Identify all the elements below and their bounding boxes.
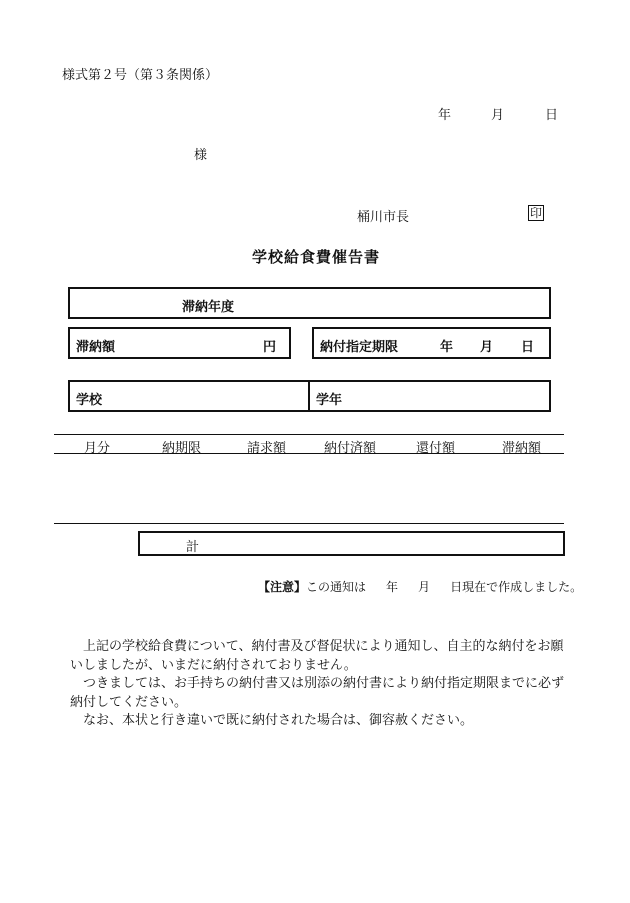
note-suffix: 日現在で作成しました。	[450, 580, 583, 594]
deadline-year: 年	[440, 340, 454, 355]
amount-unit: 円	[263, 340, 277, 355]
note	[258, 578, 582, 595]
body-paragraph-2: つきましては、お手持ちの納付書又は別添の納付書により納付指定期限までに必ず納付してください。	[70, 676, 565, 710]
date-month-label: 月	[491, 108, 505, 123]
school-label: 学校	[76, 393, 103, 408]
deadline-day: 日	[521, 340, 535, 355]
date-year-label: 年	[438, 108, 452, 123]
total-box	[138, 531, 565, 556]
col-arrears: 滞納額	[502, 441, 542, 456]
col-refund: 還付額	[416, 441, 456, 456]
fiscal-year-label: 滞納年度	[182, 300, 235, 315]
date-day-label: 日	[545, 108, 559, 123]
issuer-name: 桶川市長	[357, 210, 410, 225]
table-bottom-rule	[54, 523, 564, 524]
body-text	[70, 638, 570, 731]
body-paragraph-3: なお、本状と行き違いで既に納付された場合は、御容赦ください。	[70, 713, 474, 728]
form-number: 様式第２号（第３条関係）	[62, 68, 219, 83]
fiscal-year-box	[68, 287, 551, 319]
amount-box	[68, 327, 291, 359]
body-paragraph-1: 上記の学校給食費について、納付書及び督促状により通知し、自主的な納付をお願いしましたが、いまだに納付されておりません。	[70, 639, 564, 673]
school-grade-divider	[308, 382, 310, 410]
seal-mark: 印	[530, 206, 543, 220]
col-month: 月分	[84, 441, 111, 456]
col-billed: 請求額	[247, 441, 287, 456]
table-header-rule	[54, 453, 564, 454]
deadline-box	[312, 327, 551, 359]
total-label: 計	[186, 540, 200, 555]
col-due-date: 納期限	[162, 441, 202, 456]
deadline-month: 月	[480, 340, 494, 355]
grade-label: 学年	[316, 393, 343, 408]
note-year: 年	[386, 580, 399, 594]
school-grade-box	[68, 380, 551, 412]
note-label: 【注意】	[258, 580, 307, 594]
col-paid: 納付済額	[324, 441, 377, 456]
note-text: この通知は	[306, 580, 367, 594]
note-month: 月	[418, 580, 431, 594]
deadline-label: 納付指定期限	[320, 340, 399, 355]
addressee-suffix: 様	[194, 148, 208, 163]
amount-label: 滞納額	[76, 340, 116, 355]
document-title: 学校給食費催告書	[252, 248, 381, 266]
table-top-rule	[54, 434, 564, 435]
